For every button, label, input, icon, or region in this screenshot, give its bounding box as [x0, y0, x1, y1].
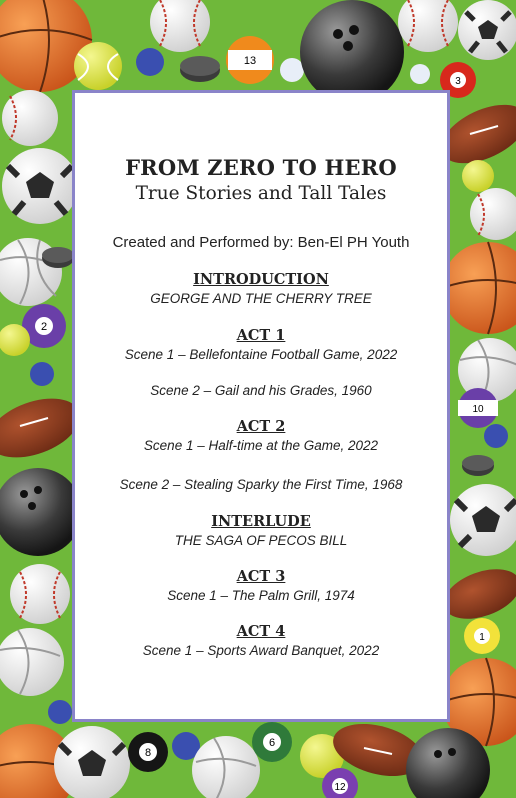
billiard-ball-icon [128, 732, 168, 772]
tennis-ball-icon [462, 160, 494, 192]
marble-icon [48, 700, 72, 724]
act2-heading: ACT 2 [236, 418, 286, 435]
tennis-ball-icon [74, 42, 122, 90]
program-panel [72, 90, 450, 722]
marble-icon [30, 362, 54, 386]
svg-text:13: 13 [243, 55, 257, 67]
marble-icon [280, 58, 304, 82]
act2-scene1: Scene 1 – Half-time at the Game, 2022 [143, 438, 379, 453]
svg-text:2: 2 [40, 321, 48, 333]
svg-text:3: 3 [455, 76, 461, 87]
svg-text:10: 10 [472, 404, 484, 415]
act4-scene1: Scene 1 – Sports Award Banquet, 2022 [142, 643, 380, 658]
baseball-icon [10, 564, 70, 624]
svg-text:6: 6 [268, 737, 276, 749]
act3-scene1: Scene 1 – The Palm Grill, 1974 [167, 588, 355, 603]
act1-scene2: Scene 2 – Gail and his Grades, 1960 [150, 383, 372, 398]
billiard-ball-icon [226, 36, 274, 84]
billiard-ball-icon [458, 388, 498, 428]
marble-icon [136, 48, 164, 76]
act2-scene2: Scene 2 – Stealing Sparky the First Time, 1968 [119, 477, 403, 492]
interlude-heading: INTERLUDE [211, 513, 311, 530]
act3-heading: ACT 3 [236, 568, 286, 585]
billiard-ball-icon [464, 618, 500, 654]
interlude-title: THE SAGA OF PECOS BILL [174, 533, 348, 548]
baseball-icon [2, 90, 58, 146]
svg-text:12: 12 [334, 782, 346, 793]
soccer-ball-icon [2, 148, 78, 224]
bowling-ball-icon [300, 0, 404, 104]
marble-icon [410, 64, 430, 84]
introduction-heading: INTRODUCTION [193, 271, 329, 288]
hockey-puck-icon [42, 247, 74, 268]
credit-line: Created and Performed by: Ben-El PH Youth [112, 234, 410, 251]
svg-text:1: 1 [479, 632, 485, 643]
hockey-puck-icon [462, 455, 494, 476]
billiard-ball-icon [252, 722, 292, 762]
svg-text:8: 8 [144, 747, 152, 759]
act1-scene1: Scene 1 – Bellefontaine Football Game, 2022 [124, 347, 398, 362]
program-subtitle: True Stories and Tall Tales [135, 183, 387, 204]
act1-heading: ACT 1 [236, 327, 286, 344]
introduction-title: GEORGE AND THE CHERRY TREE [150, 291, 372, 306]
marble-icon [484, 424, 508, 448]
soccer-ball-icon [458, 0, 516, 60]
program-title: FROM ZERO TO HERO [125, 155, 397, 180]
hockey-puck-icon [180, 56, 220, 82]
act4-heading: ACT 4 [236, 623, 286, 640]
